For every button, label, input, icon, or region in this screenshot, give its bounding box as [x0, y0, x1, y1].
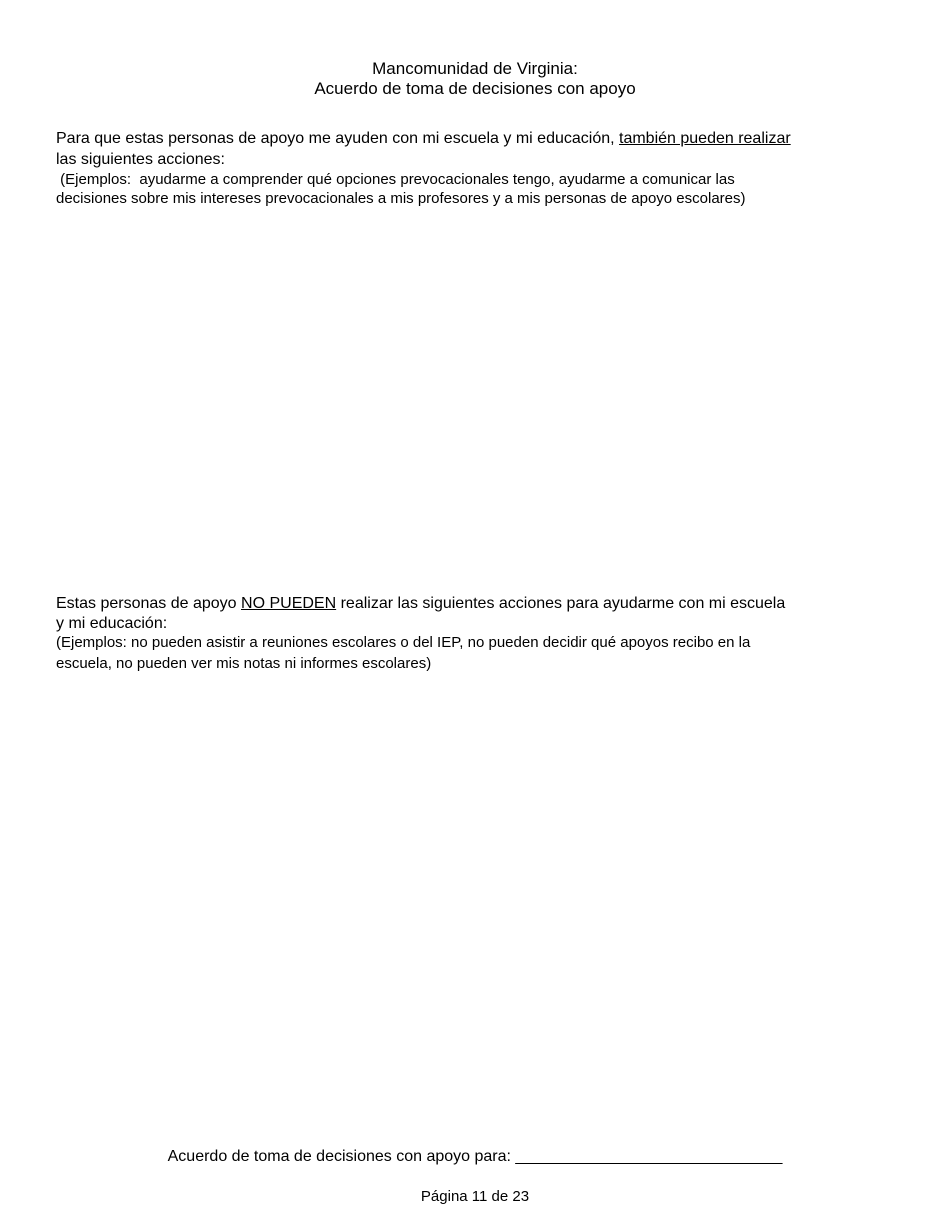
section2-intro-line2: y mi educación: [56, 615, 168, 632]
section2-example-line1: (Ejemplos: no pueden asistir a reuniones escolares o del IEP, no pueden decidir qué apoyos recibo en la [56, 634, 751, 651]
section2-intro-text: Estas personas de apoyo [56, 595, 242, 612]
section1-intro-line2: las siguientes acciones: [56, 151, 225, 168]
section1-example-line1: (Ejemplos: ayudarme a comprender qué opciones prevocacionales tengo, ayudarme a comunicar las [56, 171, 735, 188]
page-number: Página 11 de 23 [420, 1188, 530, 1205]
section2-intro-rest: realizar las siguientes acciones para ayudarme con mi escuela [336, 595, 786, 612]
section2-example-line2: escuela, no pueden ver mis notas ni informes escolares) [56, 655, 432, 672]
agreement-for-line: Acuerdo de toma de decisiones con apoyo para: ______________________________ [167, 1148, 783, 1165]
section1-example-line2: decisiones sobre mis intereses prevocacionales a mis profesores y a mis personas de apoyo escolares) [56, 190, 746, 207]
header-line-1: Mancomunidad de Virginia: [372, 59, 578, 78]
section1-intro-text: Para que estas personas de apoyo me ayuden con mi escuela y mi educación, [56, 130, 619, 147]
header-line-2: Acuerdo de toma de decisiones con apoyo [314, 79, 636, 98]
section2-emphasis: NO PUEDEN [241, 595, 337, 612]
section2-intro-line1 [56, 595, 785, 613]
section1-intro-line1 [56, 130, 791, 148]
section1-emphasis: también pueden realizar [619, 130, 791, 147]
